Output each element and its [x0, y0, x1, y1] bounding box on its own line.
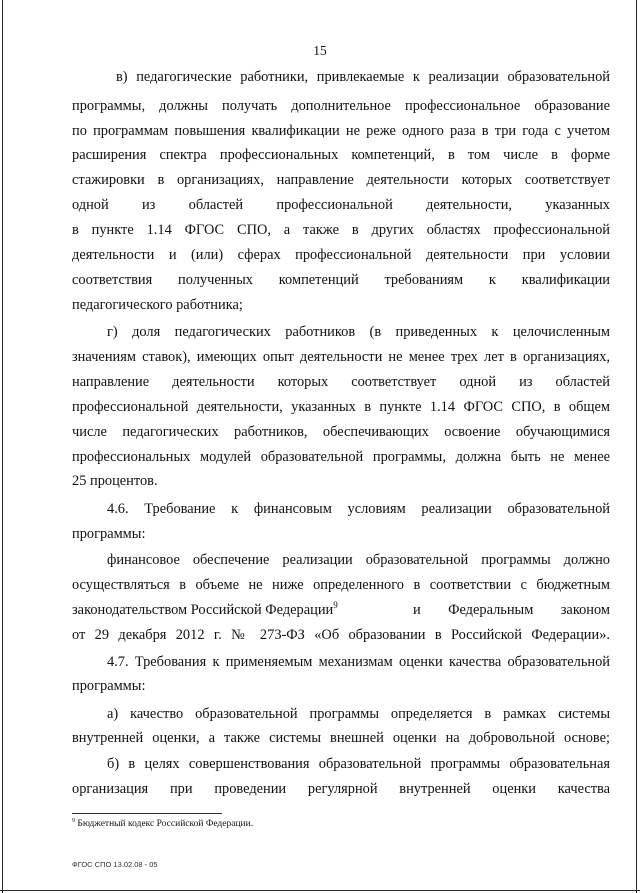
text-line: осуществляться в объеме не ниже определенного в соответствии с бюджетным	[72, 577, 610, 593]
text-line: программы, должны получать дополнительное профессиональное образование	[72, 98, 610, 114]
text-line-with-footnote	[72, 601, 417, 619]
text-line: профессиональной деятельности, указанных в пункте 1.14 ФГОС СПО, в общем	[72, 399, 610, 415]
text-line: направление деятельности которых соответствует одной из областей	[72, 374, 610, 390]
text-line: 25 процентов.	[72, 473, 158, 489]
document-code: ФГОС СПО 13.02.08 - 05	[72, 860, 158, 869]
text-line: одной из областей профессиональной деятельности, указанных	[72, 197, 610, 213]
text-line: деятельности и (или) сферах профессиональной деятельности при условии	[72, 247, 610, 263]
text-line: значениям ставок), имеющих опыт деятельности не менее трех лет в организациях,	[72, 349, 610, 365]
text-line: а) качество образовательной программы определяется в рамках системы	[107, 706, 610, 722]
section-heading-line: программы:	[72, 526, 146, 542]
scan-edge-left	[2, 0, 3, 893]
text-line: соответствия полученных компетенций требованиям к квалификации	[72, 272, 610, 288]
text-line: организация при проведении регулярной внутренней оценки качества	[72, 781, 610, 797]
text-fragment: законодательством Российской Федерации	[72, 602, 334, 618]
section-heading-line: 4.7. Требования к применяемым механизмам оценки качества образовательной	[107, 654, 610, 670]
text-line: расширения спектра профессиональных компетенций, в том числе в форме	[72, 147, 610, 163]
section-heading-line: программы:	[72, 678, 146, 694]
text-line: профессиональных модулей образовательной программы, должна быть не менее	[72, 449, 610, 465]
footnote	[72, 818, 253, 830]
text-line: числе педагогических работников, обеспечивающих освоение обучающимися	[72, 424, 610, 440]
text-line: педагогического работника;	[72, 297, 243, 313]
footnote-text: Бюджетный кодекс Российской Федерации.	[77, 819, 254, 829]
text-line: внутренней оценки, а также системы внешней оценки на добровольной основе;	[72, 730, 610, 746]
footnote-mark: 9	[72, 818, 75, 824]
scan-edge-right	[636, 0, 637, 893]
text-line-continuation: и Федеральным законом	[413, 602, 610, 618]
text-line: г) доля педагогических работников (в приведенных к целочисленным	[107, 324, 610, 340]
footnote-reference: 9	[333, 600, 338, 610]
text-line: б) в целях совершенствования образовательной программы образовательная	[107, 756, 610, 772]
footnote-separator	[72, 813, 222, 814]
text-line: в) педагогические работники, привлекаемые к реализации образовательной	[116, 69, 610, 85]
page-number: 15	[313, 43, 327, 58]
scan-edge-bottom	[0, 890, 640, 891]
text-line: в пункте 1.14 ФГОС СПО, а также в других областях профессиональной	[72, 222, 610, 238]
text-line: финансовое обеспечение реализации образовательной программы должно	[107, 552, 610, 568]
text-line: по программам повышения квалификации не реже одного раза в три года с учетом	[72, 123, 610, 139]
text-line: от 29 декабря 2012 г. № 273-ФЗ «Об образовании в Российской Федерации».	[72, 627, 610, 643]
section-heading-line: 4.6. Требование к финансовым условиям реализации образовательной	[107, 501, 610, 517]
text-line: стажировки в организациях, направление деятельности которых соответствует	[72, 172, 610, 188]
